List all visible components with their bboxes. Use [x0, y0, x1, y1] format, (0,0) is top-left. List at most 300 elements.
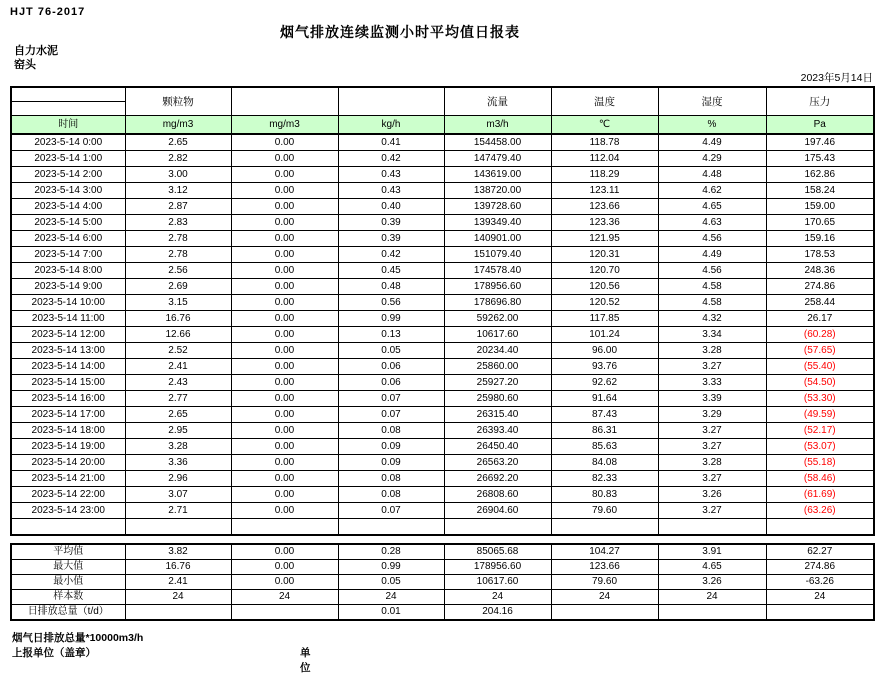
empty-cell [231, 519, 338, 536]
table-row [11, 343, 874, 359]
summary-value-cell: 16.76 [125, 560, 231, 575]
summary-label-cell: 平均值 [11, 544, 125, 560]
time-cell: 2023-5-14 20:00 [11, 455, 125, 471]
unit-header-cell: % [658, 116, 766, 135]
summary-label-cell: 最小值 [11, 575, 125, 590]
table-row [11, 455, 874, 471]
value-cell: 0.45 [338, 263, 444, 279]
value-cell: 139728.60 [444, 199, 551, 215]
value-cell: 3.27 [658, 439, 766, 455]
value-cell: 4.65 [658, 199, 766, 215]
summary-value-cell: 85065.68 [444, 544, 551, 560]
pollutant-header-cell: 压力 [766, 87, 874, 116]
value-cell: 0.07 [338, 503, 444, 519]
summary-value-cell: 0.00 [231, 544, 338, 560]
time-cell: 2023-5-14 14:00 [11, 359, 125, 375]
summary-value-cell: 79.60 [551, 575, 658, 590]
value-cell: 4.49 [658, 247, 766, 263]
summary-value-cell: 0.05 [338, 575, 444, 590]
value-cell: 170.65 [766, 215, 874, 231]
value-cell: 120.31 [551, 247, 658, 263]
value-cell: 140901.00 [444, 231, 551, 247]
value-cell: 4.62 [658, 183, 766, 199]
value-cell: 2.82 [125, 151, 231, 167]
summary-label-cell: 日排放总量（t/d） [11, 605, 125, 621]
table-row [11, 327, 874, 343]
value-cell: 26563.20 [444, 455, 551, 471]
time-cell: 2023-5-14 7:00 [11, 247, 125, 263]
value-cell: 3.27 [658, 503, 766, 519]
value-cell: 0.00 [231, 343, 338, 359]
value-cell: 178956.60 [444, 279, 551, 295]
value-cell: 154458.00 [444, 134, 551, 151]
company-name: 自力水泥 [14, 45, 58, 57]
summary-value-cell: 24 [444, 590, 551, 605]
value-cell: (55.18) [766, 455, 874, 471]
summary-value-cell: 3.26 [658, 575, 766, 590]
value-cell: 4.32 [658, 311, 766, 327]
value-cell: 0.00 [231, 134, 338, 151]
table-row [11, 215, 874, 231]
value-cell: 2.56 [125, 263, 231, 279]
value-cell: 2.87 [125, 199, 231, 215]
value-cell: 0.00 [231, 327, 338, 343]
value-cell: 274.86 [766, 279, 874, 295]
report-unit-label: 上报单位（盖章） [12, 647, 96, 659]
summary-value-cell: 10617.60 [444, 575, 551, 590]
summary-table [10, 543, 875, 621]
value-cell: 0.00 [231, 263, 338, 279]
value-cell: 26450.40 [444, 439, 551, 455]
summary-value-cell: 123.66 [551, 560, 658, 575]
value-cell: 159.00 [766, 199, 874, 215]
value-cell: 3.34 [658, 327, 766, 343]
value-cell: 3.27 [658, 359, 766, 375]
summary-value-cell: 3.82 [125, 544, 231, 560]
value-cell: 159.16 [766, 231, 874, 247]
value-cell: 0.56 [338, 295, 444, 311]
table-row [11, 231, 874, 247]
value-cell: (53.07) [766, 439, 874, 455]
pollutant-header-cell: 颗粒物 [125, 87, 231, 116]
table-row [11, 279, 874, 295]
table-row [11, 439, 874, 455]
footer-signature-line [12, 645, 311, 674]
value-cell: 4.48 [658, 167, 766, 183]
time-cell: 2023-5-14 5:00 [11, 215, 125, 231]
table-row [11, 391, 874, 407]
summary-value-cell: 24 [658, 590, 766, 605]
value-cell: 25980.60 [444, 391, 551, 407]
value-cell: 0.00 [231, 151, 338, 167]
value-cell: 4.58 [658, 279, 766, 295]
value-cell: 2.77 [125, 391, 231, 407]
value-cell: 79.60 [551, 503, 658, 519]
summary-label-cell: 样本数 [11, 590, 125, 605]
table-row [11, 503, 874, 519]
value-cell: 0.00 [231, 199, 338, 215]
value-cell: 0.99 [338, 311, 444, 327]
value-cell: 0.00 [231, 279, 338, 295]
time-cell: 2023-5-14 0:00 [11, 134, 125, 151]
table-row [11, 199, 874, 215]
value-cell: 3.28 [658, 455, 766, 471]
value-cell: 2.95 [125, 423, 231, 439]
summary-value-cell: 0.00 [231, 560, 338, 575]
value-cell: 0.00 [231, 423, 338, 439]
value-cell: 4.56 [658, 263, 766, 279]
value-cell: 121.95 [551, 231, 658, 247]
summary-value-cell [766, 605, 874, 621]
empty-cell [551, 519, 658, 536]
value-cell: 16.76 [125, 311, 231, 327]
empty-cell [11, 519, 125, 536]
value-cell: 26315.40 [444, 407, 551, 423]
split-bottom-cell [12, 102, 125, 115]
report-date: 2023年5月14日 [800, 72, 873, 84]
summary-row [11, 544, 874, 560]
value-cell: 2.83 [125, 215, 231, 231]
time-cell: 2023-5-14 10:00 [11, 295, 125, 311]
value-cell: 0.43 [338, 183, 444, 199]
value-cell: 3.15 [125, 295, 231, 311]
unit-header-cell: m3/h [444, 116, 551, 135]
value-cell: 85.63 [551, 439, 658, 455]
value-cell: 123.36 [551, 215, 658, 231]
value-cell: 0.07 [338, 391, 444, 407]
value-cell: 26393.40 [444, 423, 551, 439]
value-cell: 3.28 [658, 343, 766, 359]
value-cell: 178.53 [766, 247, 874, 263]
value-cell: 197.46 [766, 134, 874, 151]
table-row [11, 423, 874, 439]
value-cell: (49.59) [766, 407, 874, 423]
value-cell: 3.36 [125, 455, 231, 471]
value-cell: (54.50) [766, 375, 874, 391]
value-cell: 3.27 [658, 423, 766, 439]
value-cell: 0.06 [338, 359, 444, 375]
summary-value-cell [231, 605, 338, 621]
summary-value-cell [551, 605, 658, 621]
summary-row [11, 560, 874, 575]
value-cell: 0.40 [338, 199, 444, 215]
value-cell: 117.85 [551, 311, 658, 327]
table-row [11, 359, 874, 375]
value-cell: 0.00 [231, 231, 338, 247]
split-top-cell [12, 88, 125, 102]
summary-value-cell: 24 [338, 590, 444, 605]
unit-header-cell: kg/h [338, 116, 444, 135]
value-cell: 0.43 [338, 167, 444, 183]
value-cell: 0.06 [338, 375, 444, 391]
value-cell: 3.39 [658, 391, 766, 407]
value-cell: 0.00 [231, 167, 338, 183]
summary-value-cell: 274.86 [766, 560, 874, 575]
daily-flow-total-note: 烟气日排放总量*10000m3/h [12, 632, 144, 644]
time-cell: 2023-5-14 19:00 [11, 439, 125, 455]
summary-value-cell: 0.99 [338, 560, 444, 575]
value-cell: 3.27 [658, 471, 766, 487]
summary-value-cell [658, 605, 766, 621]
unit-header-cell: mg/m3 [125, 116, 231, 135]
value-cell: 3.28 [125, 439, 231, 455]
pollutant-header-cell: 湿度 [658, 87, 766, 116]
table-row [11, 167, 874, 183]
value-cell: 123.11 [551, 183, 658, 199]
value-cell: 2.65 [125, 407, 231, 423]
empty-cell [125, 519, 231, 536]
summary-row [11, 605, 874, 621]
value-cell: 87.43 [551, 407, 658, 423]
value-cell: 3.07 [125, 487, 231, 503]
value-cell: 147479.40 [444, 151, 551, 167]
unit-header-cell: Pa [766, 116, 874, 135]
value-cell: 248.36 [766, 263, 874, 279]
summary-value-cell: 62.27 [766, 544, 874, 560]
value-cell: 120.52 [551, 295, 658, 311]
table-row [11, 295, 874, 311]
summary-value-cell: 104.27 [551, 544, 658, 560]
table-row [11, 247, 874, 263]
value-cell: 178696.80 [444, 295, 551, 311]
value-cell: 0.00 [231, 391, 338, 407]
group-header-row [11, 87, 874, 116]
value-cell: 3.00 [125, 167, 231, 183]
summary-value-cell: 24 [766, 590, 874, 605]
table-row [11, 263, 874, 279]
value-cell: 0.42 [338, 247, 444, 263]
value-cell: 4.63 [658, 215, 766, 231]
value-cell: 25860.00 [444, 359, 551, 375]
summary-value-cell: 178956.60 [444, 560, 551, 575]
summary-row [11, 575, 874, 590]
time-cell: 2023-5-14 13:00 [11, 343, 125, 359]
empty-cell [766, 519, 874, 536]
value-cell: 0.00 [231, 455, 338, 471]
value-cell: (53.30) [766, 391, 874, 407]
summary-value-cell: 24 [551, 590, 658, 605]
table-row [11, 183, 874, 199]
value-cell: 138720.00 [444, 183, 551, 199]
value-cell: 0.42 [338, 151, 444, 167]
value-cell: 92.62 [551, 375, 658, 391]
unit-header-cell: mg/m3 [231, 116, 338, 135]
value-cell: 2.52 [125, 343, 231, 359]
value-cell: 59262.00 [444, 311, 551, 327]
table-row [11, 471, 874, 487]
time-header-split-cell [11, 87, 125, 116]
time-cell: 2023-5-14 22:00 [11, 487, 125, 503]
value-cell: 4.56 [658, 231, 766, 247]
value-cell: 0.00 [231, 183, 338, 199]
value-cell: 26.17 [766, 311, 874, 327]
value-cell: 2.65 [125, 134, 231, 151]
value-cell: 0.00 [231, 311, 338, 327]
time-cell: 2023-5-14 17:00 [11, 407, 125, 423]
value-cell: 2.41 [125, 359, 231, 375]
value-cell: 10617.60 [444, 327, 551, 343]
value-cell: 26904.60 [444, 503, 551, 519]
value-cell: 0.09 [338, 439, 444, 455]
value-cell: 96.00 [551, 343, 658, 359]
value-cell: 0.05 [338, 343, 444, 359]
value-cell: 158.24 [766, 183, 874, 199]
value-cell: 0.00 [231, 503, 338, 519]
value-cell: 2.78 [125, 247, 231, 263]
summary-value-cell: 2.41 [125, 575, 231, 590]
report-title: 烟气排放连续监测小时平均值日报表 [280, 24, 520, 40]
value-cell: 258.44 [766, 295, 874, 311]
summary-value-cell: 3.91 [658, 544, 766, 560]
value-cell: 26692.20 [444, 471, 551, 487]
time-cell: 2023-5-14 15:00 [11, 375, 125, 391]
value-cell: 80.83 [551, 487, 658, 503]
summary-value-cell: 0.28 [338, 544, 444, 560]
time-cell: 2023-5-14 21:00 [11, 471, 125, 487]
value-cell: 0.08 [338, 471, 444, 487]
standard-code: HJT 76-2017 [10, 6, 86, 18]
summary-value-cell: 204.16 [444, 605, 551, 621]
value-cell: 26808.60 [444, 487, 551, 503]
value-cell: 4.29 [658, 151, 766, 167]
table-row [11, 134, 874, 151]
table-row [11, 151, 874, 167]
value-cell: 0.00 [231, 375, 338, 391]
value-cell: 12.66 [125, 327, 231, 343]
pollutant-header-cell: 流量 [444, 87, 551, 116]
pollutant-header-cell: 温度 [551, 87, 658, 116]
monitoring-point: 窑头 [14, 59, 36, 71]
time-cell: 2023-5-14 9:00 [11, 279, 125, 295]
value-cell: 25927.20 [444, 375, 551, 391]
value-cell: 118.78 [551, 134, 658, 151]
value-cell: 0.00 [231, 247, 338, 263]
value-cell: (61.69) [766, 487, 874, 503]
value-cell: 91.64 [551, 391, 658, 407]
value-cell: 86.31 [551, 423, 658, 439]
summary-value-cell: -63.26 [766, 575, 874, 590]
time-cell: 2023-5-14 8:00 [11, 263, 125, 279]
value-cell: 84.08 [551, 455, 658, 471]
value-cell: 0.09 [338, 455, 444, 471]
units-header-row [11, 116, 874, 135]
value-cell: 0.00 [231, 407, 338, 423]
table-row [11, 407, 874, 423]
time-cell: 2023-5-14 23:00 [11, 503, 125, 519]
value-cell: 175.43 [766, 151, 874, 167]
time-cell: 2023-5-14 12:00 [11, 327, 125, 343]
empty-cell [338, 519, 444, 536]
table-row [11, 487, 874, 503]
value-cell: 20234.40 [444, 343, 551, 359]
value-cell: 0.00 [231, 439, 338, 455]
value-cell: 139349.40 [444, 215, 551, 231]
empty-spacer-row [11, 519, 874, 536]
value-cell: 101.24 [551, 327, 658, 343]
value-cell: 123.66 [551, 199, 658, 215]
value-cell: 0.41 [338, 134, 444, 151]
value-cell: 120.70 [551, 263, 658, 279]
value-cell: 4.58 [658, 295, 766, 311]
value-cell: 0.48 [338, 279, 444, 295]
value-cell: 2.69 [125, 279, 231, 295]
value-cell: 3.29 [658, 407, 766, 423]
summary-value-cell: 0.01 [338, 605, 444, 621]
value-cell: 120.56 [551, 279, 658, 295]
value-cell: 3.33 [658, 375, 766, 391]
time-cell: 2023-5-14 16:00 [11, 391, 125, 407]
value-cell: 0.08 [338, 487, 444, 503]
time-cell: 2023-5-14 3:00 [11, 183, 125, 199]
value-cell: 112.04 [551, 151, 658, 167]
value-cell: (52.17) [766, 423, 874, 439]
value-cell: 0.00 [231, 215, 338, 231]
value-cell: 0.39 [338, 231, 444, 247]
pollutant-header-cell [338, 87, 444, 116]
time-cell: 2023-5-14 18:00 [11, 423, 125, 439]
summary-label-cell: 最大值 [11, 560, 125, 575]
table-row [11, 375, 874, 391]
time-header-cell: 时间 [11, 116, 125, 135]
value-cell: (60.28) [766, 327, 874, 343]
value-cell: 3.26 [658, 487, 766, 503]
value-cell: (55.40) [766, 359, 874, 375]
value-cell: 0.07 [338, 407, 444, 423]
value-cell: 0.00 [231, 471, 338, 487]
value-cell: 0.00 [231, 359, 338, 375]
value-cell: 0.00 [231, 295, 338, 311]
value-cell: 162.86 [766, 167, 874, 183]
time-cell: 2023-5-14 11:00 [11, 311, 125, 327]
time-cell: 2023-5-14 2:00 [11, 167, 125, 183]
value-cell: (63.26) [766, 503, 874, 519]
value-cell: 143619.00 [444, 167, 551, 183]
value-cell: 0.13 [338, 327, 444, 343]
summary-value-cell: 24 [231, 590, 338, 605]
value-cell: 0.00 [231, 487, 338, 503]
value-cell: 118.29 [551, 167, 658, 183]
summary-value-cell: 0.00 [231, 575, 338, 590]
summary-value-cell [125, 605, 231, 621]
table-row [11, 311, 874, 327]
unit-label: 单位 [300, 647, 311, 674]
summary-value-cell: 4.65 [658, 560, 766, 575]
value-cell: (58.46) [766, 471, 874, 487]
hourly-data-table [10, 86, 875, 536]
unit-header-cell: ℃ [551, 116, 658, 135]
value-cell: 2.43 [125, 375, 231, 391]
value-cell: 2.71 [125, 503, 231, 519]
value-cell: 174578.40 [444, 263, 551, 279]
value-cell: 151079.40 [444, 247, 551, 263]
value-cell: 4.49 [658, 134, 766, 151]
empty-cell [658, 519, 766, 536]
value-cell: 0.39 [338, 215, 444, 231]
summary-value-cell: 24 [125, 590, 231, 605]
value-cell: 3.12 [125, 183, 231, 199]
value-cell: 93.76 [551, 359, 658, 375]
time-cell: 2023-5-14 6:00 [11, 231, 125, 247]
value-cell: 2.78 [125, 231, 231, 247]
value-cell: 0.08 [338, 423, 444, 439]
pollutant-header-cell [231, 87, 338, 116]
value-cell: 2.96 [125, 471, 231, 487]
summary-row [11, 590, 874, 605]
time-cell: 2023-5-14 4:00 [11, 199, 125, 215]
value-cell: (57.65) [766, 343, 874, 359]
value-cell: 82.33 [551, 471, 658, 487]
empty-cell [444, 519, 551, 536]
